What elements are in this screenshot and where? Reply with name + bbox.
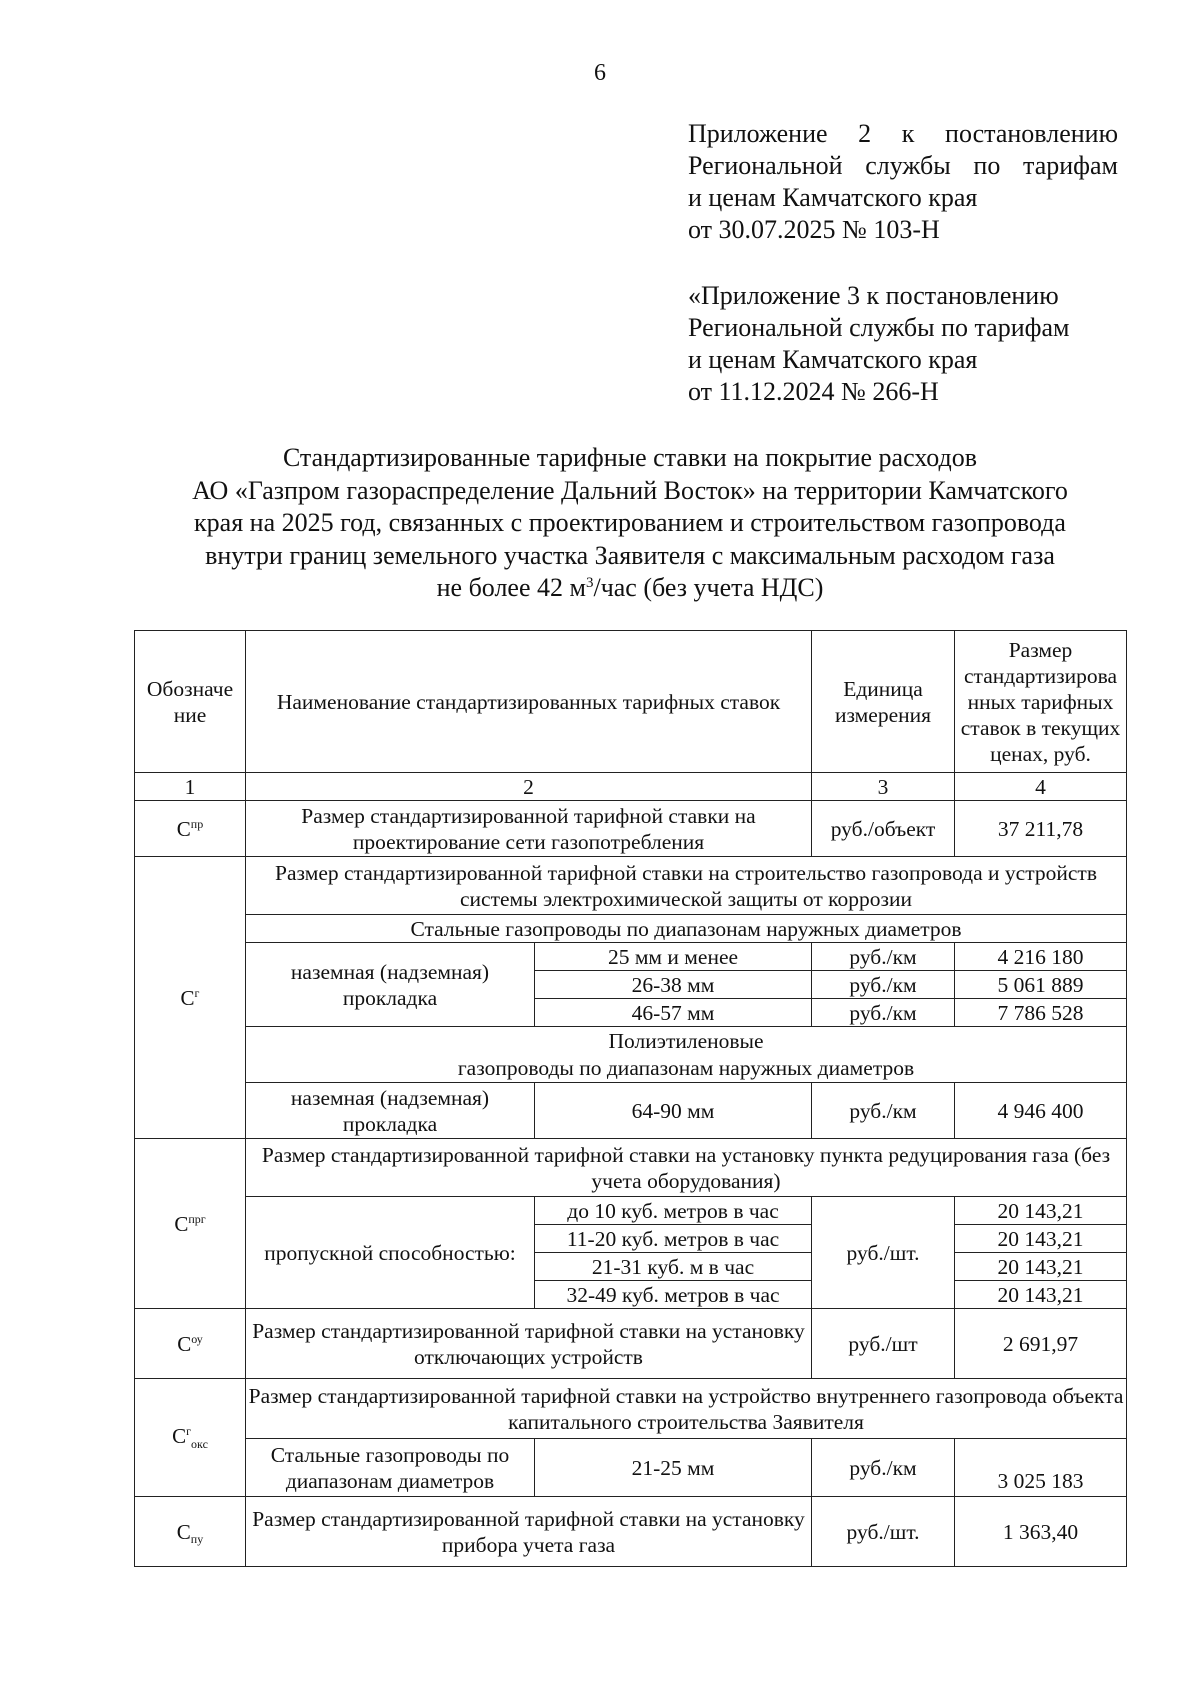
rate-unit: руб./км — [812, 1083, 955, 1139]
steel-pipelines-label: Стальные газопроводы по диапазонам диаметров — [246, 1439, 535, 1497]
symbol-c-ou: $С^{оу}$ — [135, 1309, 246, 1379]
table-row — [135, 1197, 1127, 1225]
column-numbers-row — [135, 773, 1127, 801]
table-row-pe-header — [135, 1027, 1127, 1055]
rate-value: 37 211,78 — [955, 801, 1127, 857]
title-line: АО «Газпром газораспределение Дальний Восток» на территории Камчатского — [192, 475, 1068, 505]
rate-section-header: Размер стандартизированной тарифной ставки на устройство внутреннего газопровода объекта капитального строительства Заявителя — [246, 1379, 1127, 1439]
symbol-c-g: $С^г$ — [135, 857, 246, 1139]
annex-previous-line: «Приложение 3 к постановлению — [688, 281, 1059, 310]
table-row-c-pu — [135, 1497, 1127, 1567]
column-number: 1 — [135, 773, 246, 801]
table-row — [135, 1083, 1127, 1139]
annex-current-line: от 30.07.2025 № 103-Н — [688, 215, 940, 244]
title-line: края на 2025 год, связанных с проектированием и строительством газопровода — [194, 508, 1066, 537]
title-line5-after: /час (без учета НДС) — [593, 573, 824, 602]
diameter-range: 25 мм и менее — [535, 943, 812, 971]
tariff-rates-table — [134, 630, 1127, 1567]
symbol-c-g-oks: $С^г_{окс}$ — [135, 1379, 246, 1497]
annex-current-line: и ценам Камчатского края — [688, 183, 978, 212]
table-row-c-g-header — [135, 857, 1127, 915]
pe-header-line-1: Полиэтиленовые — [246, 1027, 1127, 1055]
rate-section-header: Размер стандартизированной тарифной ставки на установку пункта редуцирования газа (без учета оборудования) — [246, 1139, 1127, 1197]
title-line: внутри границ земельного участка Заявителя с максимальным расходом газа — [205, 540, 1055, 570]
capacity-label: пропускной способностью: — [246, 1197, 535, 1309]
rate-section-header: Размер стандартизированной тарифной ставки на строительство газопровода и устройств системы электрохимической защиты от коррозии — [246, 857, 1127, 915]
annex-current-block — [688, 118, 1118, 246]
symbol-c-pr: $С^{пр}$ — [135, 801, 246, 857]
annex-current-line: Региональной службы по тарифам — [688, 151, 1118, 180]
title-line: Стандартизированные тарифные ставки на покрытие расходов — [282, 443, 978, 472]
rate-unit: руб./объект — [812, 801, 955, 857]
table-row-c-pr — [135, 801, 1127, 857]
title-line — [130, 572, 1130, 605]
rate-unit: руб./км — [812, 1439, 955, 1497]
rate-value: 1 363,40 — [955, 1497, 1127, 1567]
diameter-range: 21-25 мм — [535, 1439, 812, 1497]
rate-value: 3 025 183 — [955, 1439, 1127, 1497]
rate-unit: руб./км — [812, 943, 955, 971]
capacity-range: 21-31 куб. м в час — [535, 1253, 812, 1281]
table-row — [135, 943, 1127, 971]
rate-unit: руб./шт. — [812, 1197, 955, 1309]
rate-value: 20 143,21 — [955, 1225, 1127, 1253]
rate-unit: руб./км — [812, 999, 955, 1027]
annex-current-line: Приложение 2 к постановлению — [688, 119, 1118, 148]
page-number: 6 — [594, 60, 606, 86]
table-row-steel-header — [135, 915, 1127, 943]
header-size: Размер стандартизирова нных тарифных ставок в текущих ценах, руб. — [955, 631, 1127, 773]
diameter-range: 46-57 мм — [535, 999, 812, 1027]
capacity-range: 11-20 куб. метров в час — [535, 1225, 812, 1253]
rate-value: 5 061 889 — [955, 971, 1127, 999]
table-row-pe-header — [135, 1055, 1127, 1083]
rate-value: 7 786 528 — [955, 999, 1127, 1027]
diameter-range: 26-38 мм — [535, 971, 812, 999]
rate-value: 20 143,21 — [955, 1281, 1127, 1309]
header-unit: Единица измерения — [812, 631, 955, 773]
rate-unit: руб./км — [812, 971, 955, 999]
header-name: Наименование стандартизированных тарифных ставок — [246, 631, 812, 773]
header-designation: Обозначе ние — [135, 631, 246, 773]
rate-value: 2 691,97 — [955, 1309, 1127, 1379]
table-row-c-prg-header — [135, 1139, 1127, 1197]
annex-previous-line: Региональной службы по тарифам — [688, 313, 1070, 342]
column-number: 3 — [812, 773, 955, 801]
symbol-c-prg: $С^{прг}$ — [135, 1139, 246, 1309]
annex-previous-line: от 11.12.2024 № 266-Н — [688, 377, 939, 406]
rate-unit: руб./шт — [812, 1309, 955, 1379]
annex-previous-line: и ценам Камчатского края — [688, 345, 978, 374]
laying-method: наземная (надземная) прокладка — [246, 943, 535, 1027]
capacity-range: 32-49 куб. метров в час — [535, 1281, 812, 1309]
title-line5-before: не более 42 м — [436, 573, 586, 602]
table-header-row — [135, 631, 1127, 773]
symbol-c-pu: $С_{пу}$ — [135, 1497, 246, 1567]
rate-unit: руб./шт. — [812, 1497, 955, 1567]
rate-value: 4 216 180 — [955, 943, 1127, 971]
table-row — [135, 1439, 1127, 1497]
rate-name: Размер стандартизированной тарифной ставки на установку прибора учета газа — [246, 1497, 812, 1567]
rate-name: Размер стандартизированной тарифной ставки на проектирование сети газопотребления — [246, 801, 812, 857]
pe-header-line-2: газопроводы по диапазонам наружных диаметров — [246, 1055, 1127, 1083]
rate-name: Размер стандартизированной тарифной ставки на установку отключающих устройств — [246, 1309, 812, 1379]
rate-value: 4 946 400 — [955, 1083, 1127, 1139]
steel-pipelines-header: Стальные газопроводы по диапазонам наружных диаметров — [246, 915, 1127, 943]
laying-method: наземная (надземная) прокладка — [246, 1083, 535, 1139]
capacity-range: до 10 куб. метров в час — [535, 1197, 812, 1225]
rate-value: 20 143,21 — [955, 1197, 1127, 1225]
table-row-c-g-oks-header — [135, 1379, 1127, 1439]
column-number: 2 — [246, 773, 812, 801]
annex-previous-block — [688, 280, 1118, 408]
document-title — [130, 442, 1130, 605]
rate-value: 20 143,21 — [955, 1253, 1127, 1281]
column-number: 4 — [955, 773, 1127, 801]
title-superscript: 3 — [585, 575, 594, 591]
table-row-c-ou — [135, 1309, 1127, 1379]
diameter-range: 64-90 мм — [535, 1083, 812, 1139]
